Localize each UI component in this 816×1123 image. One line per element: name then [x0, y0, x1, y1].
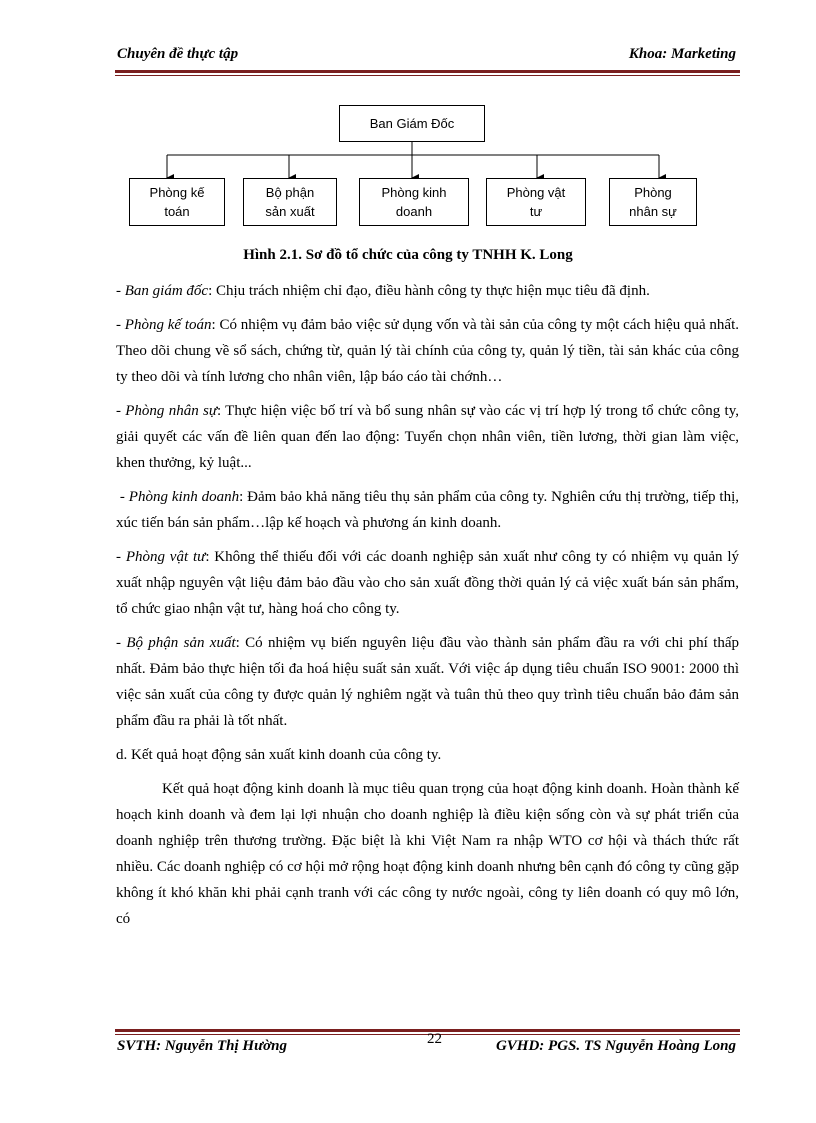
paragraph-ban-giam-doc [116, 278, 739, 304]
org-node-label: Phòng kinh [381, 185, 447, 200]
paragraph-bo-phan-san-xuat [116, 630, 739, 734]
paragraph-text: : Đảm bảo khả năng tiêu thụ sản phẩm của công ty. Nghiên cứu thị trường, tiếp thị, xúc tiến bán sản phẩm…lập kế hoạch và phương án kinh doanh. [116, 489, 740, 531]
paragraph-term: - Phòng nhân sự [116, 403, 218, 419]
section-heading: d. Kết quả hoạt động sản xuất kinh doanh của công ty. [116, 747, 442, 763]
footer-student: SVTH: Nguyễn Thị Hường [117, 1038, 287, 1054]
page-number: 22 [427, 1031, 442, 1047]
paragraph-phong-kinh-doanh [116, 484, 739, 536]
paragraph-text: : Thực hiện việc bố trí và bổ sung nhân sự vào các vị trí hợp lý trong tổ chức công ty, giải quyết các vấn đề liên quan đến lao động: Tuyển chọn nhân viên, tiền lương, thời gian làm việc, khen thưởng, kỷ luật... [116, 403, 739, 471]
figure-caption: Hình 2.1. Sơ đồ tổ chức của công ty TNHH K. Long [243, 247, 573, 263]
org-node-phong-vat-tu [486, 178, 586, 226]
org-node-label: Phòng vật [506, 185, 566, 200]
header-right-title: Khoa: Marketing [628, 46, 736, 62]
org-node-label: tư [529, 204, 543, 219]
paragraph-phong-ke-toan [116, 312, 739, 390]
paragraph-text: : Có nhiệm vụ biến nguyên liệu đầu vào thành sản phẩm đầu ra với chi phí thấp nhất. Đảm bảo thực hiện tối đa hoá hiệu suất sản xuất. Với việc áp dụng tiêu chuẩn ISO 9001: 2000 thì việc sản xuất của công ty được quản lý nghiêm ngặt và tuân thủ theo quy trình tiêu chuẩn bảo đảm sản phẩm đầu ra phải là tốt nhất. [116, 635, 739, 729]
org-chart [0, 0, 816, 240]
paragraph-term: - Ban giám đốc [116, 283, 209, 299]
org-node-label: Phòng [634, 185, 672, 200]
header-left-title: Chuyên đề thực tập [117, 46, 239, 62]
body-text [116, 278, 739, 940]
paragraph-term: - Phòng kinh doanh [116, 489, 240, 505]
org-node-phong-kinh-doanh [359, 178, 469, 226]
paragraph-text: : Không thể thiếu đối với các doanh nghiệp sản xuất như công ty có nhiệm vụ quản lý xuất nhập nguyên vật liệu đảm bảo đầu vào cho sản xuất đồng thời quản lý cả việc xuất bán sản phẩm, tổ chức giao nhận vật tư, hàng hoá cho công ty. [116, 549, 739, 617]
org-node-label: sản xuất [265, 204, 315, 219]
org-node-label: doanh [395, 204, 433, 219]
org-node-label: toán [164, 204, 190, 219]
paragraph-phong-vat-tu [116, 544, 739, 622]
org-node-label: Bộ phận [265, 185, 315, 200]
org-node-label: nhân sự [629, 204, 677, 219]
paragraph-text: : Có nhiệm vụ đảm bảo việc sử dụng vốn và tài sản của công ty một cách hiệu quả nhất. Theo dõi chung về sổ sách, chứng từ, quản lý tài chính của công ty, quản lý tiền, tài sản khác của công ty theo dõi và tính lương cho nhân viên, lập báo cáo tài chớnh… [116, 317, 739, 385]
paragraph-phong-nhan-su [116, 398, 739, 476]
org-node-phong-ke-toan [129, 178, 225, 226]
org-node-label: Ban Giám Đốc [369, 116, 455, 131]
paragraph-ket-qua: Kết quả hoạt động kinh doanh là mục tiêu quan trọng của hoạt động kinh doanh. Hoàn thành kế hoạch kinh doanh và đem lại lợi nhuận cho doanh nghiệp là điều kiện sống còn và sự phát triển của doanh nghiệp trên thương trường. Đặc biệt là khi Việt Nam ra nhập WTO cơ hội và thách thức rất nhiều. Các doanh nghiệp có cơ hội mở rộng hoạt động kinh doanh nhưng bên cạnh đó công ty cũng gặp không ít khó khăn khi phải cạnh tranh với các công ty nước ngoài, công ty liên doanh có quy mô lớn, có [116, 781, 739, 927]
org-node-ban-giam-doc [339, 105, 485, 142]
org-node-label: Phòng kế [149, 185, 205, 200]
paragraph-term: - Phòng vật tư [116, 549, 206, 565]
org-node-bo-phan-san-xuat [243, 178, 337, 226]
paragraph-text: : Chịu trách nhiệm chỉ đạo, điều hành công ty thực hiện mục tiêu đã định. [208, 283, 650, 299]
org-node-phong-nhan-su [609, 178, 697, 226]
footer-advisor: GVHD: PGS. TS Nguyễn Hoàng Long [495, 1038, 736, 1054]
paragraph-term: - Bộ phận sản xuất [116, 635, 236, 651]
paragraph-term: - Phòng kế toán [116, 317, 212, 333]
